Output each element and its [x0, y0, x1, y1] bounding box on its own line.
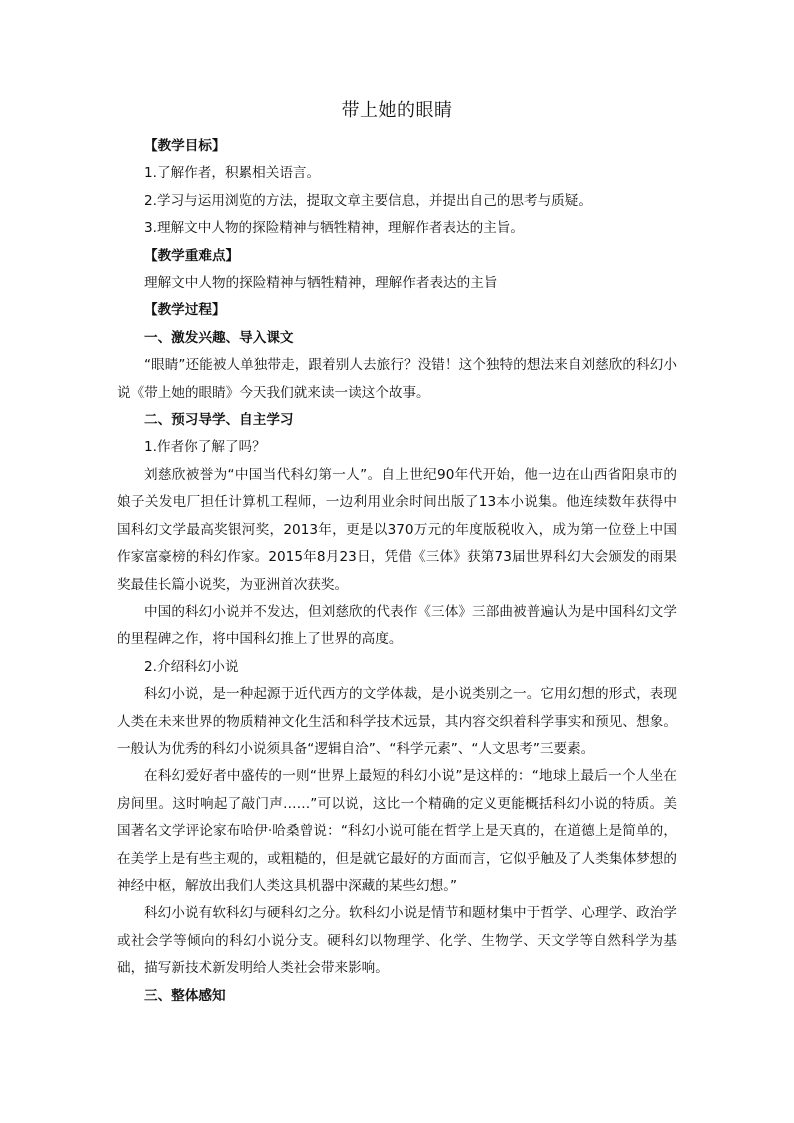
section-heading-process: 【教学过程】: [144, 302, 226, 319]
paragraph: 刘慈欣被誉为“中国当代科幻第一人”。自上世纪90年代开始，他一边在山西省阳泉市的娘子关发电厂担任计算机工程师，一边利用业余时间出版了13本小说集。他连续数年获得中国科幻文学最高奖银河奖，2013年，更是以370万元的年度版税收入，成为第一位登上中国作家富豪榜的科幻作家。2015年8月23日，凭借《三体》获第73届世界科幻大会颁发的雨果奖最佳长篇小说奖，为亚洲首次获奖。: [117, 466, 677, 593]
subsection-heading-preview: 二、预习导学、自主学习: [144, 412, 294, 429]
objective-item: 2.学习与运用浏览的方法，提取文章主要信息，并提出自己的思考与质疑。: [144, 192, 592, 209]
paragraph: 中国的科幻小说并不发达，但刘慈欣的代表作《三体》三部曲被普遍认为是中国科幻文学的里程碑之作，将中国科幻推上了世界的高度。: [117, 603, 677, 648]
subsection-heading-intro: 一、激发兴趣、导入课文: [144, 329, 294, 346]
section-heading-key-points: 【教学重难点】: [144, 247, 240, 264]
subsection-heading-overview: 三、整体感知: [144, 987, 226, 1004]
objective-item: 3.理解文中人物的探险精神与牺牲精神，理解作者表达的主旨。: [144, 220, 524, 237]
document-body: [117, 133, 677, 1010]
paragraph: 在科幻爱好者中盛传的一则“世界上最短的科幻小说”是这样的：“地球上最后一个人坐在房间里。这时响起了敲门声……”可以说，这比一个精确的定义更能概括科幻小说的特质。美国著名文学评论家布哈伊·哈桑曾说：“科幻小说可能在哲学上是天真的，在道德上是简单的，在美学上是有些主观的，或粗糙的，但是就它最好的方面而言，它似乎触及了人类集体梦想的神经中枢，解放出我们人类这具机器中深藏的某些幻想。”: [117, 768, 677, 894]
document-title: 带上她的眼睛: [341, 100, 453, 121]
paragraph: 科幻小说，是一种起源于近代西方的文学体裁，是小说类别之一。它用幻想的形式，表现人类在未来世界的物质精神文化生活和科学技术远景，其内容交织着科学事实和预见、想象。一般认为优秀的科幻小说须具备“逻辑自洽”、“科学元素”、“人文思考”三要素。: [117, 686, 677, 757]
paragraph: 1.作者你了解了吗？: [144, 439, 266, 456]
section-heading-objectives: 【教学目标】: [144, 138, 226, 154]
paragraph: “眼睛”还能被人单独带走，跟着别人去旅行？没错！这个独特的想法来自刘慈欣的科幻小说《带上她的眼睛》今天我们就来读一读这个故事。: [117, 357, 677, 401]
paragraph: 2.介绍科幻小说: [144, 658, 239, 675]
key-points-text: 理解文中人物的探险精神与牺牲精神，理解作者表达的主旨: [144, 275, 498, 292]
paragraph: 科幻小说有软科幻与硬科幻之分。软科幻小说是情节和题材集中于哲学、心理学、政治学或社会学等倾向的科幻小说分支。硬科幻以物理学、化学、生物学、天文学等自然科学为基础，描写新技术新发明给人类社会带来影响。: [117, 905, 677, 977]
objective-item: 1.了解作者，积累相关语言。: [144, 165, 321, 182]
